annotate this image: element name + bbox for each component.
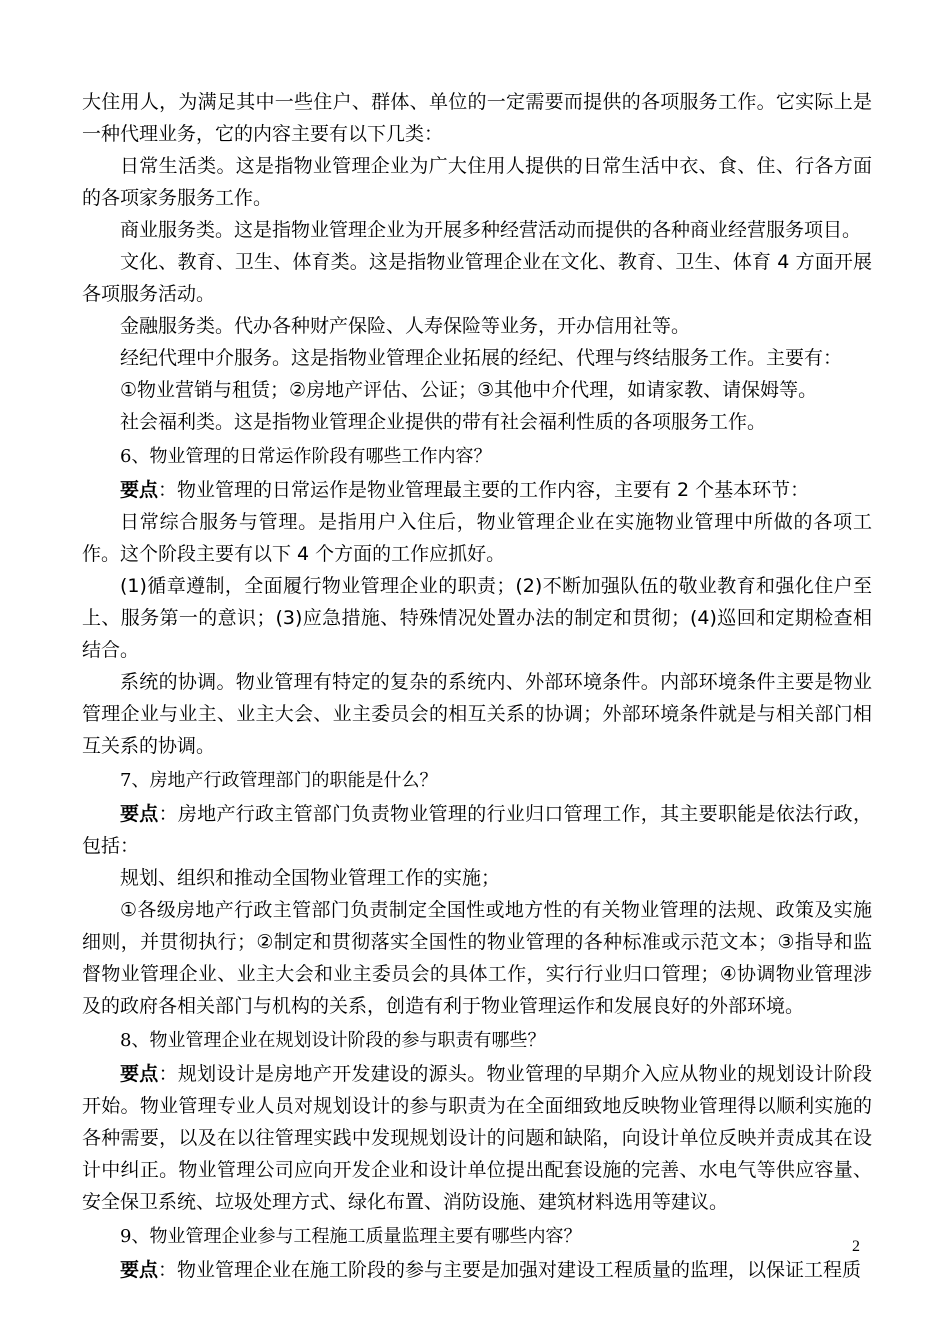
- body-paragraph: 规划、组织和推动全国物业管理工作的实施；: [120, 867, 501, 889]
- document-body: [82, 86, 872, 1286]
- body-paragraph: 大住用人，为满足其中一些住户、群体、单位的一定需要而提供的各项服务工作。它实际上是一种代理业务，它的内容主要有以下几类：: [82, 91, 872, 145]
- body-paragraph: 商业服务类。这是指物业管理企业为开展多种经营活动而提供的各种商业经营服务项目。: [120, 219, 862, 241]
- body-paragraph: 金融服务类。代办各种财产保险、人寿保险等业务，开办信用社等。: [120, 315, 691, 337]
- keypoint-text: ：房地产行政主管部门负责物业管理的行业归口管理工作，其主要职能是依法行政，包括：: [82, 803, 872, 857]
- keypoint-text: ：规划设计是房地产开发建设的源头。物业管理的早期介入应从物业的规划设计阶段开始。物业管理专业人员对规划设计的参与职责为在全面细致地反映物业管理得以顺利实施的各种需要，以及在以往管理实践中发现规划设计的问题和缺陷，向设计单位反映并责成其在设计中纠正。物业管理公司应向开发企业和设计单位提出配套设施的完善、水电气等供应容量、安全保卫系统、垃圾处理方式、绿化布置、消防设施、建筑材料选用等建议。: [82, 1063, 872, 1213]
- keypoint-label: 要点: [120, 479, 159, 501]
- keypoint-paragraph: [82, 1058, 872, 1218]
- page-number: 2: [852, 1238, 860, 1255]
- keypoint-label: 要点: [120, 1259, 159, 1281]
- body-paragraph: 文化、教育、卫生、体育类。这是指物业管理企业在文化、教育、卫生、体育 4 方面开展各项服务活动。: [82, 251, 872, 305]
- question-heading: 9、物业管理企业参与工程施工质量监理主要有哪些内容？: [120, 1226, 582, 1247]
- keypoint-text: ：物业管理的日常运作是物业管理最主要的工作内容，主要有 2 个基本环节：: [158, 479, 810, 501]
- body-paragraph: 日常综合服务与管理。是指用户入住后，物业管理企业在实施物业管理中所做的各项工作。这个阶段主要有以下 4 个方面的工作应抓好。: [82, 511, 872, 565]
- body-paragraph: 日常生活类。这是指物业管理企业为广大住用人提供的日常生活中衣、食、住、行各方面的各项家务服务工作。: [82, 155, 872, 209]
- body-paragraph: (1)循章遵制，全面履行物业管理企业的职责；(2)不断加强队伍的敬业教育和强化住户至上、服务第一的意识；(3)应急措施、特殊情况处置办法的制定和贯彻；(4)巡回和定期检查相结合。: [82, 575, 872, 661]
- keypoint-paragraph: [82, 1254, 872, 1286]
- body-paragraph: 经纪代理中介服务。这是指物业管理企业拓展的经纪、代理与终结服务工作。主要有：: [120, 347, 843, 369]
- keypoint-label: 要点: [120, 1063, 159, 1085]
- question-heading: 7、房地产行政管理部门的职能是什么？: [120, 770, 438, 791]
- body-paragraph: 系统的协调。物业管理有特定的复杂的系统内、外部环境条件。内部环境条件主要是物业管理企业与业主、业主大会、业主委员会的相互关系的协调；外部环境条件就是与相关部门相互关系的协调。: [82, 671, 872, 757]
- body-paragraph: ①物业营销与租赁；②房地产评估、公证；③其他中介代理，如请家教、请保姆等。: [120, 379, 818, 401]
- keypoint-paragraph: [82, 474, 872, 506]
- body-paragraph: 社会福利类。这是指物业管理企业提供的带有社会福利性质的各项服务工作。: [120, 411, 767, 433]
- keypoint-paragraph: [82, 798, 872, 862]
- question-heading: 8、物业管理企业在规划设计阶段的参与职责有哪些？: [120, 1030, 546, 1051]
- body-paragraph: ①各级房地产行政主管部门负责制定全国性或地方性的有关物业管理的法规、政策及实施细则，并贯彻执行；②制定和贯彻落实全国性的物业管理的各种标准或示范文本；③指导和监督物业管理企业、业主大会和业主委员会的具体工作，实行行业归口管理；④协调物业管理涉及的政府各相关部门与机构的关系，创造有利于物业管理运作和发展良好的外部环境。: [82, 899, 872, 1017]
- keypoint-text: ：物业管理企业在施工阶段的参与主要是加强对建设工程质量的监理，以保证工程质: [158, 1259, 862, 1281]
- question-heading: 6、物业管理的日常运作阶段有哪些工作内容？: [120, 446, 492, 467]
- keypoint-label: 要点: [120, 803, 159, 825]
